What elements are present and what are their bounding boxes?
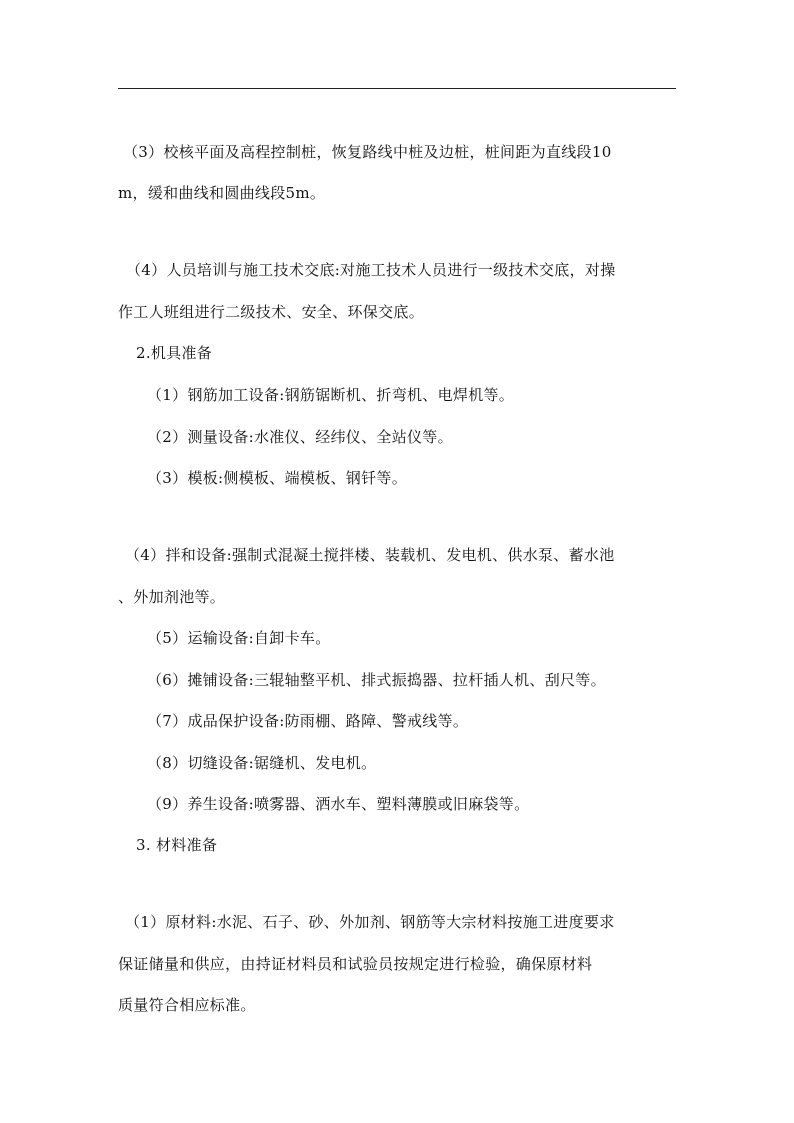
text-line: 作工人班组进行二级技术、安全、环保交底。 (118, 303, 425, 321)
text-line: （3）校核平面及高程控制桩，恢复路线中桩及边桩，桩间距为直线段10 (123, 143, 612, 161)
text-line: （4）人员培训与施工技术交底:对施工技术人员进行一级技术交底，对操 (126, 261, 616, 279)
text-line: m，缓和曲线和圆曲线段5m。 (118, 184, 326, 202)
section-heading-materials: 3. 材料准备 (136, 836, 218, 854)
list-item: （4）拌和设备:强制式混凝土搅拌楼、装载机、发电机、供水泵、蓄水池 (125, 546, 615, 564)
text-line: 、外加剂池等。 (118, 588, 226, 606)
list-item: （5）运输设备:自卸卡车。 (147, 629, 331, 647)
text-line: 质量符合相应标准。 (118, 996, 256, 1014)
list-item: （9）养生设备:喷雾器、洒水车、塑料薄膜或旧麻袋等。 (147, 795, 530, 813)
list-item: （6）摊铺设备:三辊轴整平机、排式振捣器、拉杆插人机、刮尺等。 (147, 671, 606, 689)
list-item: （1）原材料:水泥、石子、砂、外加剂、钢筋等大宗材料按施工进度要求 (125, 913, 615, 931)
list-item: （2）测量设备:水准仪、经纬仪、全站仪等。 (147, 428, 453, 446)
list-item: （3）模板:侧模板、端模板、钢钎等。 (147, 469, 407, 487)
header-rule (118, 88, 676, 89)
list-item: （8）切缝设备:锯缝机、发电机。 (147, 754, 377, 772)
text-line: 保证储量和供应，由持证材料员和试验员按规定进行检验，确保原材料 (118, 955, 593, 973)
section-heading-equipment: 2.机具准备 (136, 344, 213, 362)
list-item: （1）钢筋加工设备:钢筋锯断机、折弯机、电焊机等。 (147, 386, 515, 404)
list-item: （7）成品保护设备:防雨棚、路障、警戒线等。 (147, 712, 469, 730)
